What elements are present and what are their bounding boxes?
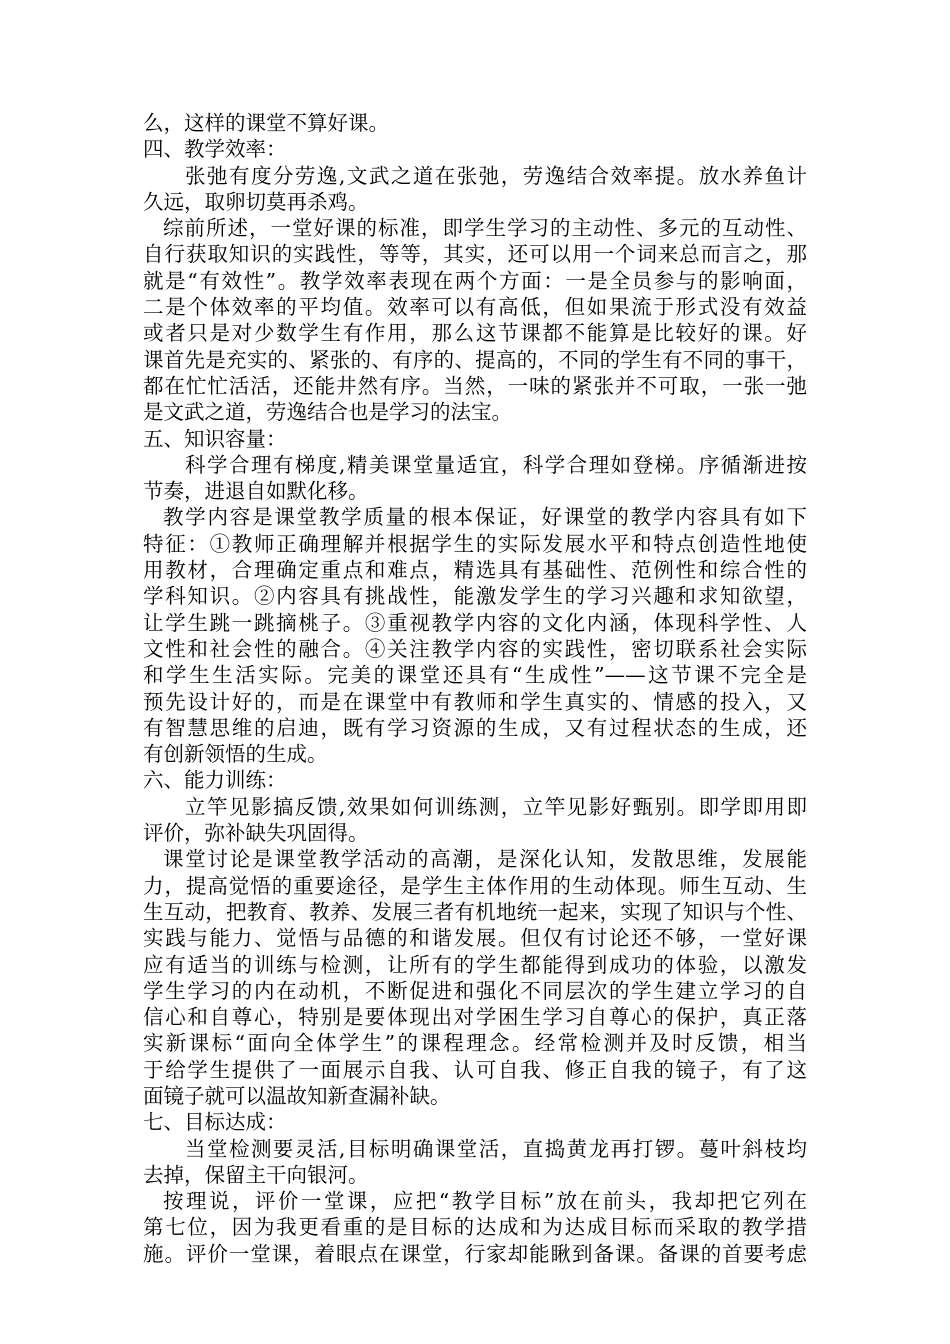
text-line: 于给学生提供了一面展示自我、认可自我、修正自我的镜子，有了这 (143, 1057, 807, 1082)
text-line: 么，这样的课堂不算好课。 (143, 111, 389, 135)
text-line: 或者只是对少数学生有作用，那么这节课都不能算是比较好的课。好 (143, 321, 807, 346)
section-heading-goal-achievement: 七、目标达成： (143, 1110, 287, 1135)
text-line: 自行获取知识的实践性，等等，其实，还可以用一个词来总而言之，那 (143, 242, 807, 267)
section-heading-efficiency: 四、教学效率： (143, 137, 287, 162)
text-line: 课首先是充实的、紧张的、有序的、提高的，不同的学生有不同的事干， (143, 347, 807, 372)
verse-line: 张弛有度分劳逸,文武之道在张弛，劳逸结合效率提。放水养鱼计 (185, 163, 807, 188)
text-line: 让学生跳一跳摘桃子。③重视教学内容的文化内涵，体现科学性、人 (143, 610, 807, 635)
text-line: 生互动，把教育、教养、发展三者有机地统一起来，实现了知识与个性、 (143, 899, 807, 924)
section-heading-knowledge-capacity: 五、知识容量： (143, 426, 287, 451)
text-line: 按理说，评价一堂课，应把“教学目标”放在前头，我却把它列在 (163, 1189, 807, 1214)
text-line: 实践与能力、觉悟与品德的和谐发展。但仅有讨论还不够，一堂好课 (143, 926, 807, 951)
verse-line: 立竿见影搞反馈,效果如何训练测，立竿见影好甄别。即学即用即 (185, 794, 807, 819)
text-line: 应有适当的训练与检测，让所有的学生都能得到成功的体验，以激发 (143, 952, 807, 977)
verse-line: 当堂检测要灵活,目标明确课堂活，直捣黄龙再打锣。蔓叶斜枝均 (185, 1136, 807, 1161)
text-line: 综前所述，一堂好课的标准，即学生学习的主动性、多元的互动性、 (163, 216, 807, 241)
text-line: 用教材，合理确定重点和难点，精选具有基础性、范例性和综合性的 (143, 558, 807, 583)
verse-line: 科学合理有梯度,精美课堂量适宜，科学合理如登梯。序循渐进按 (185, 452, 807, 477)
text-line: 有创新领悟的生成。 (143, 742, 328, 767)
text-line: 就是“有效性”。教学效率表现在两个方面：一是全员参与的影响面， (143, 268, 807, 293)
text-line: 教学内容是课堂教学质量的根本保证，好课堂的教学内容具有如下 (163, 505, 807, 530)
text-line: 是文武之道，劳逸结合也是学习的法宝。 (143, 400, 512, 425)
text-line: 力，提高觉悟的重要途径，是学生主体作用的生动体现。师生互动、生 (143, 873, 807, 898)
document-page (143, 110, 807, 1267)
text-line: 第七位，因为我更看重的是目标的达成和为达成目标而采取的教学措 (143, 1215, 807, 1240)
text-line: 都在忙忙活活，还能井然有序。当然，一味的紧张并不可取，一张一弛 (143, 373, 807, 398)
text-line: 有智慧思维的启迪，既有学习资源的生成，又有过程状态的生成，还 (143, 715, 807, 740)
text-line: 文性和社会性的融合。④关注教学内容的实践性，密切联系社会实际 (143, 636, 807, 661)
text-line: 课堂讨论是课堂教学活动的高潮，是深化认知，发散思维，发展能 (163, 847, 807, 872)
text-line: 预先设计好的，而是在课堂中有教师和学生真实的、情感的投入，又 (143, 689, 807, 714)
text-line: 学科知识。②内容具有挑战性，能激发学生的学习兴趣和求知欲望， (143, 584, 807, 609)
verse-line: 评价，弥补缺失巩固得。 (143, 821, 369, 846)
verse-line: 节奏，进退自如默化移。 (143, 479, 369, 504)
text-line: 面镜子就可以温故知新查漏补缺。 (143, 1083, 451, 1108)
text-line: 施。评价一堂课，着眼点在课堂，行家却能瞅到备课。备课的首要考虑 (143, 1241, 807, 1266)
verse-line: 久远，取卵切莫再杀鸡。 (143, 189, 369, 214)
section-heading-skill-training: 六、能力训练： (143, 768, 287, 793)
text-line: 学生学习的内在动机，不断促进和强化不同层次的学生建立学习的自 (143, 978, 807, 1003)
text-line: 实新课标“面向全体学生”的课程理念。经常检测并及时反馈，相当 (143, 1031, 807, 1056)
verse-line: 去掉，保留主干向银河。 (143, 1162, 369, 1187)
text-line: 和学生生活实际。完美的课堂还具有“生成性”——这节课不完全是 (143, 663, 807, 688)
text-line: 信心和自尊心，特别是要体现出对学困生学习自尊心的保护，真正落 (143, 1005, 807, 1030)
text-line: 特征：①教师正确理解并根据学生的实际发展水平和特点创造性地使 (143, 531, 807, 556)
text-line: 二是个体效率的平均值。效率可以有高低，但如果流于形式没有效益 (143, 295, 807, 320)
